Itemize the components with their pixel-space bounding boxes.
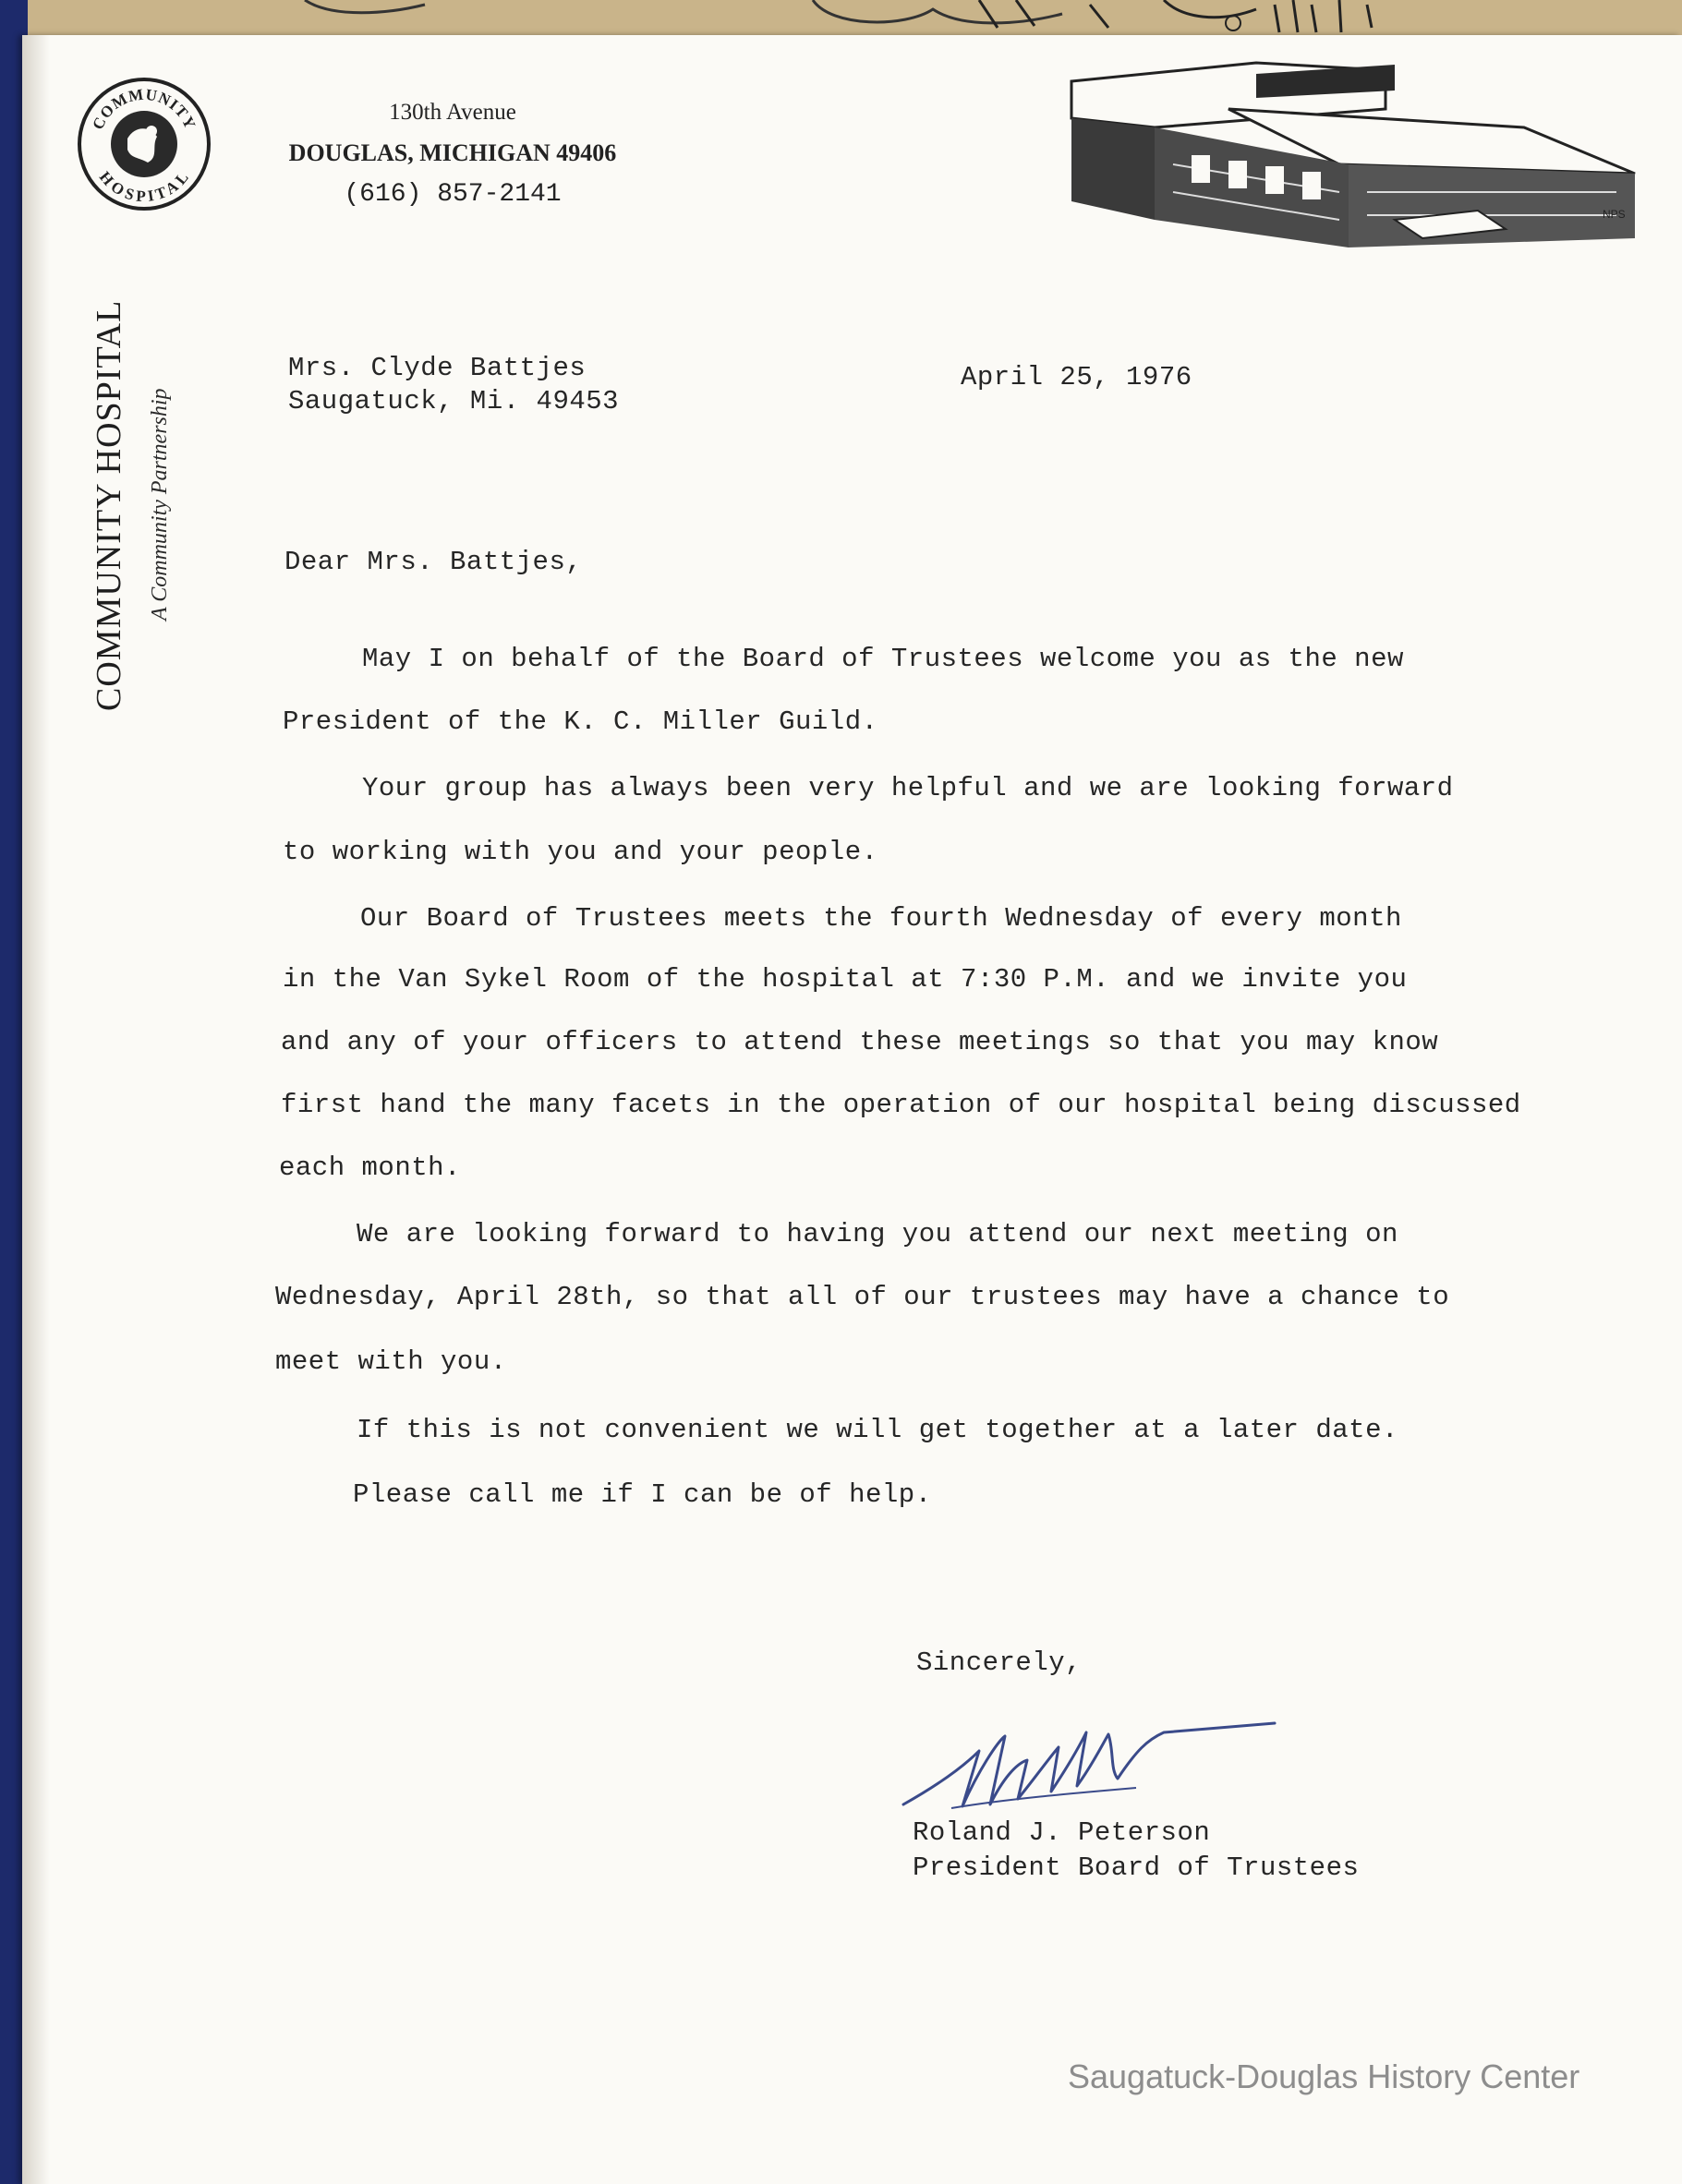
- hospital-building-illustration: [1044, 54, 1672, 266]
- salutation: Dear Mrs. Battjes,: [284, 547, 583, 577]
- letterhead-address: [259, 92, 647, 216]
- artist-mark: NPS: [1603, 208, 1626, 221]
- body-line: meet with you.: [275, 1346, 507, 1377]
- hospital-logo: [74, 74, 214, 214]
- body-line: We are looking forward to having you attend our next meeting on: [357, 1219, 1398, 1249]
- body-line: in the Van Sykel Room of the hospital at 7:30 P.M. and we invite you: [283, 964, 1408, 995]
- closing: Sincerely,: [916, 1647, 1083, 1678]
- city-state-zip: DOUGLAS, MICHIGAN 49406: [288, 139, 617, 166]
- body-line: to working with you and your people.: [283, 837, 878, 867]
- signer-title: President Board of Trustees: [913, 1852, 1360, 1883]
- body-line: President of the K. C. Miller Guild.: [283, 706, 878, 737]
- logo-text-bottom: HOSPITAL: [95, 168, 193, 206]
- body-line: Wednesday, April 28th, so that all of our trustees may have a chance to: [275, 1282, 1450, 1312]
- body-line: first hand the many facets in the operation of our hospital being discussed: [281, 1090, 1521, 1120]
- side-hospital-title: COMMUNITY HOSPITAL: [90, 299, 128, 711]
- body-line: and any of your officers to attend these meetings so that you may know: [281, 1027, 1439, 1057]
- logo-text-top: COMMUNITY: [89, 85, 200, 133]
- handwritten-signature: [896, 1695, 1284, 1825]
- side-tagline: A Community Partnership: [148, 388, 172, 621]
- recipient-name: Mrs. Clyde Battjes: [288, 353, 587, 383]
- letter-date: April 25, 1976: [961, 362, 1192, 392]
- phone-number: (616) 857-2141: [344, 180, 562, 209]
- signer-name: Roland J. Peterson: [913, 1817, 1211, 1848]
- page-edge-shadow: [22, 35, 50, 2184]
- body-line: Our Board of Trustees meets the fourth Wednesday of every month: [360, 903, 1402, 934]
- archive-watermark: Saugatuck-Douglas History Center: [1068, 2057, 1580, 2095]
- body-line: Please call me if I can be of help.: [353, 1479, 932, 1510]
- body-line: each month.: [279, 1152, 461, 1183]
- body-line: If this is not convenient we will get together at a later date.: [357, 1415, 1398, 1445]
- street-address: 130th Avenue: [389, 100, 516, 125]
- recipient-address: Saugatuck, Mi. 49453: [288, 386, 620, 416]
- body-line: May I on behalf of the Board of Trustees welcome you as the new: [362, 644, 1404, 674]
- body-line: Your group has always been very helpful and we are looking forward: [362, 773, 1454, 803]
